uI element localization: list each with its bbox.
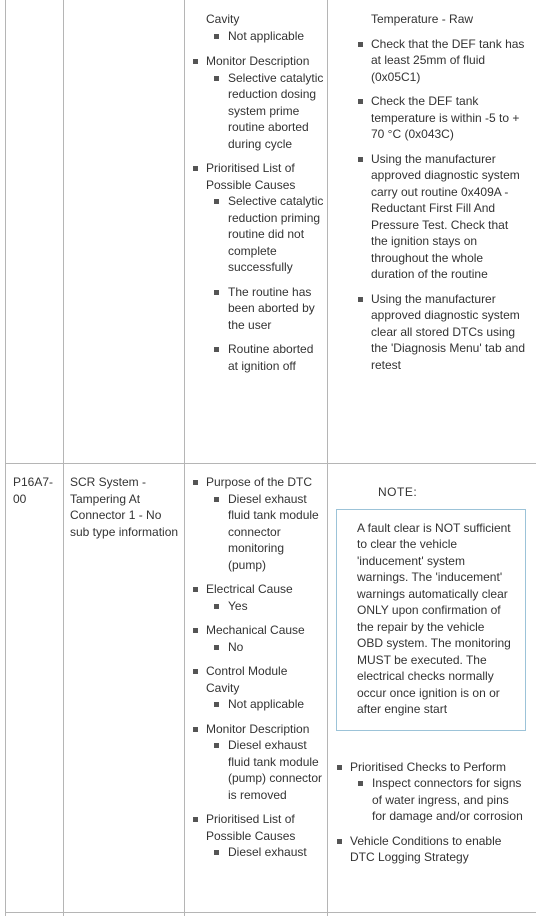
dtc-description: SCR System - Tampering At Connector 1 - No sub type information [70,475,179,539]
row1-col3-cavity-label: Cavity [206,12,240,26]
note-title: NOTE: [378,485,418,499]
list-item-label: Purpose of the DTC [206,475,313,489]
list-item [190,622,324,655]
sub-list-item: Diesel exhaust fluid tank module connector monitoring (pump) [228,491,324,574]
table-row-divider [5,463,536,464]
list-item: Using the manufacturer approved diagnostic system clear all stored DTCs using the 'Diagnosis Menu' tab and retest [355,291,527,374]
list-item [334,759,526,825]
sub-list-item: Diesel exhaust fluid tank module (pump) connector is removed [228,738,323,802]
list-item: Using the manufacturer approved diagnostic system carry out routine 0x409A - Reductant First Fill And Pressure Test. Check that the ignition stays on throughout the whole duration of the routine [355,151,527,283]
sub-list-item: Diesel exhaust [228,844,324,861]
list-item: Not applicable [228,28,326,45]
list-item-label: Prioritised List of Possible Causes [206,812,296,843]
sub-list-item: Routine aborted at ignition off [228,341,326,374]
sub-list-item: Selective catalytic reduction dosing system prime routine aborted during cycle [228,70,326,153]
list-item [190,721,324,804]
table-border-bottom [5,912,536,913]
list-item [334,833,526,866]
sub-list-item: The routine has been aborted by the user [228,284,326,334]
note-box [336,509,526,731]
list-item-label: Monitor Description [206,54,310,68]
list-item [190,160,326,374]
list-item: Check that the DEF tank has at least 25mm of fluid (0x05C1) [355,36,527,86]
row2-col4 [334,484,526,874]
sub-list-item: Not applicable [228,696,324,713]
list-item-label: Vehicle Conditions to enable DTC Logging Strategy [350,833,502,864]
note-text: A fault clear is NOT sufficient to clear the vehicle 'inducement' system warnings. The 'inducement' warnings automatically clear ONLY upon confirmation of the repair by the vehicle OBD system. The monitoring MUST be executed. The electrical checks normally occur once ignition is on or after engine start [357,520,511,716]
list-item-label: Prioritised Checks to Perform [350,759,507,774]
row1-col4 [355,11,527,381]
sub-list-item: Yes [228,598,324,615]
list-item [190,474,324,573]
list-item [190,53,326,152]
list-item [190,811,324,861]
row1-col3 [190,11,326,382]
sub-list-item: Selective catalytic reduction priming routine did not complete successfully [228,193,326,276]
row2-col3 [190,474,324,869]
dtc-code: P16A7-00 [13,475,54,506]
list-item-label: Electrical Cause [206,582,293,596]
table-divider-col1 [63,0,64,916]
list-item-label: Mechanical Cause [206,623,305,637]
list-item-label: Prioritised List of Possible Causes [206,161,296,192]
list-item [190,581,324,614]
list-item-label: Control Module Cavity [206,664,288,695]
sub-list-item: No [228,639,324,656]
row1-col4-temperature-label: Temperature - Raw [371,12,474,26]
list-item [190,663,324,713]
table-divider-col2 [184,0,185,916]
list-item: Check the DEF tank temperature is within -5 to + 70 °C (0x043C) [355,93,527,143]
sub-list-item: Inspect connectors for signs of water ingress, and pins for damage and/or corrosion [372,775,526,825]
table-border-left [5,0,6,916]
table-divider-col3 [327,0,328,916]
list-item-label: Monitor Description [206,721,310,736]
